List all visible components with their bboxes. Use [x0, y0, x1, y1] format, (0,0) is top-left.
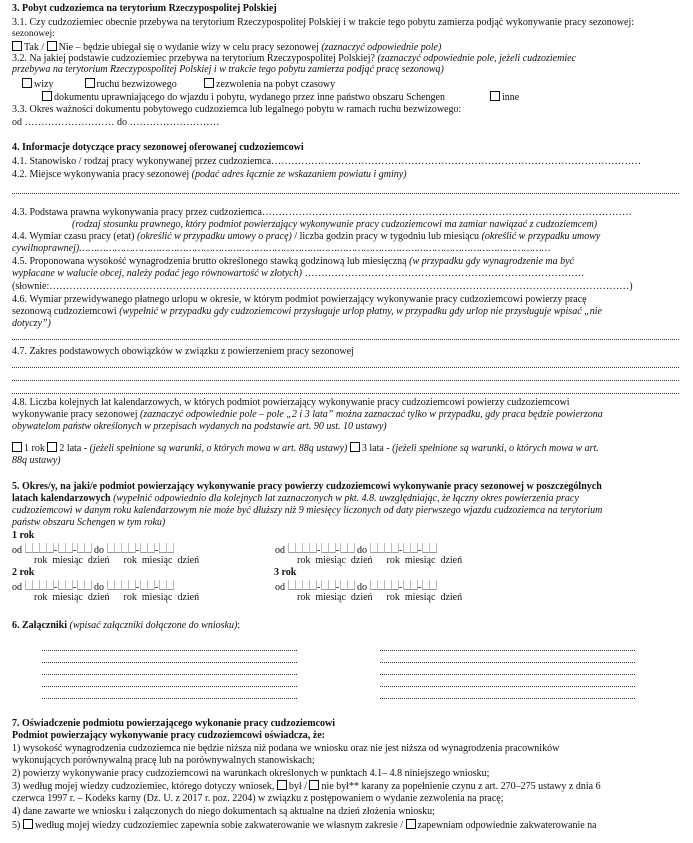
date-to-input[interactable]: - -: [107, 582, 174, 593]
q32-options-row1: wizy ruchu bezwizowego zezwolenia na pobyt czasowy: [22, 78, 335, 90]
statement-3c: czerwca 1997 r. – Kodeks karny (Dz. U. z 2017 r. poz. 2204) w związku z postępowaniem o wydanie zezwolenia na pracę;: [12, 793, 504, 804]
q44-line2[interactable]: cywilnoprawnej)……………………………………………………………………………………………………………………………………………: [12, 243, 551, 254]
attachment-line[interactable]: [380, 686, 635, 687]
year-2-label: 2 rok: [12, 567, 35, 578]
q46-line2: sezonową cudzoziemcowi (wypełnić w przypadku gdy cudzoziemcowi przysługuje urlop płatny, w przypadku gdy urlop nie przysługuje wpisać „nie: [12, 306, 602, 317]
attachment-line[interactable]: [380, 698, 635, 699]
q44-text: 4.4. Wymiar czasu pracy (etat) (określić w przypadku umowy o pracę) / liczba godzin pracy w tygodniu lub miesiącu (określić w przypadku umowy: [12, 231, 601, 242]
od-label: od: [12, 582, 22, 593]
do-label: do: [357, 545, 367, 556]
q46-text: 4.6. Wymiar przewidywanego płatnego urlopu w okresie, w którym podmiot powierzający wykonywanie pracy cudzoziemcowi powierzy pracę: [12, 294, 587, 305]
date-to-input[interactable]: - -: [107, 545, 174, 556]
section-6-title: 6. Załączniki (wpisać załączniki dołączone do wniosku):: [12, 620, 241, 631]
date-unit-labels: rok miesiąc dzień rok miesiąc dzień: [297, 555, 463, 566]
date-to-input[interactable]: - -: [370, 545, 437, 556]
attachment-line[interactable]: [380, 662, 635, 663]
q45-text: 4.5. Proponowana wysokość wynagrodzenia brutto określonego stawką godzinową lub miesięczną (w przypadku gdy wynagrodzenie ma być: [12, 256, 574, 267]
date-unit-labels: rok miesiąc dzień rok miesiąc dzień: [34, 592, 200, 603]
checkbox-2-lata[interactable]: [47, 442, 57, 452]
section-5-note3: państw obszaru Schengen w tym roku): [12, 517, 166, 528]
year-3-label: 3 rok: [274, 567, 297, 578]
q41-text[interactable]: 4.1. Stanowisko / rodzaj pracy wykonywanej przez cudzoziemca…………………………………………………………………………………………………: [12, 156, 642, 167]
date-unit-labels: rok miesiąc dzień rok miesiąc dzień: [297, 592, 463, 603]
q45-line2: wypłacane w walucie obcej, należy podać jego równowartość w złotych) …………………………………………………………………………: [12, 268, 585, 279]
q48-note: obywatelom państw określonych w przepisach wydanych na podstawie art. 90 ust. 10 ustawy): [12, 421, 387, 432]
q45-slownie[interactable]: (słownie:…………………………………………………………………………………………………………………………………………………………): [12, 281, 633, 292]
q33-range[interactable]: od ……………………… do ………………………: [12, 117, 220, 128]
od-label: od: [12, 545, 22, 556]
statement-4: 4) dane zawarte we wniosku i załączonych do niego dokumentach są aktualne na dzień złożenia wniosku;: [12, 806, 435, 817]
q33-text: 3.3. Okres ważności dokumentu pobytowego cudzoziemca lub legalnego pobytu w ramach ruchu bezwizowego:: [12, 104, 462, 115]
q47-line-3[interactable]: [12, 392, 679, 394]
checkbox-nie-byl[interactable]: [309, 780, 319, 790]
date-from-input[interactable]: - -: [25, 582, 92, 593]
statement-5: 5) według mojej wiedzy cudzoziemiec zapewnia sobie zakwaterowanie we własnym zakresie / zapewniam odpowiednie zakwaterowanie na: [12, 820, 597, 831]
section-3-title: 3. Pobyt cudzoziemca na terytorium Rzeczypospolitej Polskiej: [12, 3, 277, 14]
q32-note: przebywa na terytorium Rzeczypospolitej Polskiej i w trakcie tego pobytu zamierza podjąć pracę sezonową): [12, 64, 444, 75]
statement-1: 1) wysokość wynagrodzenia cudzoziemca nie będzie niższa niż podana we wniosku oraz nie jest niższa od wynagrodzenia pracowników: [12, 743, 560, 754]
checkbox-zezwolenie[interactable]: [204, 78, 214, 88]
od-label: od: [275, 545, 285, 556]
checkbox-zapewniam[interactable]: [406, 819, 416, 829]
attachment-line[interactable]: [42, 662, 297, 663]
statement-3: 3) według mojej wiedzy cudzoziemiec, którego dotyczy wniosek, był / nie był** karany za popełnienie czynu z art. 270–275 ustawy z dnia 6: [12, 781, 601, 792]
attachment-line[interactable]: [42, 650, 297, 651]
q46-note: dotyczy”): [12, 318, 51, 329]
od-label: od: [275, 582, 285, 593]
do-label: do: [357, 582, 367, 593]
statement-1b: wykonujących porównywalną pracę lub na porównywalnych stanowiskach;: [12, 755, 315, 766]
q42-text: 4.2. Miejsce wykonywania pracy sezonowej (podać adres łącznie ze wskazaniem powiatu i gminy): [12, 169, 407, 180]
section-5-title: 5. Okres/y, na jaki/e podmiot powierzający wykonywanie pracy powierzy cudzoziemcowi wykonywanie pracy sezonowej w poszczególnych: [12, 481, 602, 492]
q31-text: 3.1. Czy cudzoziemiec obecnie przebywa na terytorium Rzeczypospolitej Polskiej i w trakcie tego pobytu zamierza podjąć wykonywanie pracy sezonowej:: [12, 17, 635, 28]
q46-line[interactable]: [12, 338, 679, 340]
q47-line-1[interactable]: [12, 366, 679, 368]
checkbox-nie[interactable]: [47, 41, 57, 51]
section-4-title: 4. Informacje dotyczące pracy sezonowej oferowanej cudzoziemcowi: [12, 142, 304, 153]
q32-text: 3.2. Na jakiej podstawie cudzoziemiec przebywa na terytorium Rzeczypospolitej Polskiej? (zaznaczyć odpowiednie pole, jeżeli cudzoziemiec: [12, 53, 576, 64]
q43-text[interactable]: 4.3. Podstawa prawna wykonywania pracy przez cudzoziemca…………………………………………………………………………………………………: [12, 207, 632, 218]
q48-line2: wykonywanie pracy sezonowej (zaznaczyć odpowiednie pole – pole „2 i 3 lata” można zaznaczać tylko w przypadku, gdy praca będzie powierzona: [12, 409, 603, 420]
date-from-input[interactable]: - -: [288, 582, 355, 593]
do-label: do: [94, 582, 104, 593]
attachment-line[interactable]: [42, 686, 297, 687]
date-from-input[interactable]: - -: [25, 545, 92, 556]
checkbox-dokument-schengen[interactable]: [42, 91, 52, 101]
checkbox-3-lata[interactable]: [350, 442, 360, 452]
checkbox-wlasny-zakres[interactable]: [23, 819, 33, 829]
section-7-subtitle: Podmiot powierzający wykonywanie pracy cudzoziemcowi oświadcza, że:: [12, 730, 325, 741]
checkbox-tak[interactable]: [12, 41, 22, 51]
q47-line-2[interactable]: [12, 379, 679, 381]
date-to-input[interactable]: - -: [370, 582, 437, 593]
do-label: do: [94, 545, 104, 556]
checkbox-ruch-bezwizowy[interactable]: [85, 78, 95, 88]
checkbox-1-rok[interactable]: [12, 442, 22, 452]
q47-text: 4.7. Zakres podstawowych obowiązków w związku z powierzeniem pracy sezonowej: [12, 346, 354, 357]
q31-options: [12, 41, 441, 53]
date-from-input[interactable]: - -: [288, 545, 355, 556]
checkbox-byl[interactable]: [277, 780, 287, 790]
attachment-line[interactable]: [42, 698, 297, 699]
year-1-label: 1 rok: [12, 530, 35, 541]
q43-note: (rodzaj stosunku prawnego, który podmiot powierzający wykonywanie pracy cudzoziemcowi ma zamiar nawiązać z cudzoziemcem): [72, 219, 598, 230]
section-5-title2: latach kalendarzowych (wypełnić odpowiednio dla kolejnych lat zaznaczonych w pkt. 4.8. uwzględniając, że łączny okres powierzenia pracy: [12, 493, 579, 504]
section-5-note2: cudzoziemcowi w danym roku kalendarzowym nie może być dłuższy niż 9 miesięcy liczonych od daty pierwszego wjazdu cudzoziemca na terytorium: [12, 505, 603, 516]
q31-note: (zaznaczyć odpowiednie pole): [321, 42, 442, 53]
label-nie: Nie – będzie ubiegał się o wydanie wizy w celu pracy sezonowej: [58, 42, 319, 53]
checkbox-wizy[interactable]: [22, 78, 32, 88]
q48-opt3-note: 88q ustawy): [12, 455, 61, 466]
attachment-line[interactable]: [380, 674, 635, 675]
statement-2: 2) powierzy wykonywanie pracy cudzoziemcowi na warunkach określonych w punktach 4.1– 4.8 niniejszego wniosku;: [12, 768, 490, 779]
q48-text: 4.8. Liczba kolejnych lat kalendarzowych, w których podmiot powierzający wykonywanie pracy cudzoziemcowi powierzy cudzoziemcowi: [12, 397, 570, 408]
q31-sub: sezonowej:: [12, 29, 55, 39]
q32-options-row2: dokumentu uprawniającego do wjazdu i pobytu, wydanego przez inne państwo obszaru Schengen inne: [42, 91, 519, 103]
date-unit-labels: rok miesiąc dzień rok miesiąc dzień: [34, 555, 200, 566]
attachment-line[interactable]: [380, 650, 635, 651]
label-tak: Tak /: [24, 42, 45, 53]
checkbox-inne[interactable]: [490, 91, 500, 101]
q42-line[interactable]: [12, 192, 679, 194]
q48-options: 1 rok 2 lata - (jeżeli spełnione są warunki, o których mowa w art. 88q ustawy) 3 lata - (jeżeli spełnione są warunki, o których mowa w art.: [12, 442, 599, 454]
section-7-title: 7. Oświadczenie podmiotu powierzającego wykonanie pracy cudzoziemcowi: [12, 718, 336, 729]
attachment-line[interactable]: [42, 674, 297, 675]
